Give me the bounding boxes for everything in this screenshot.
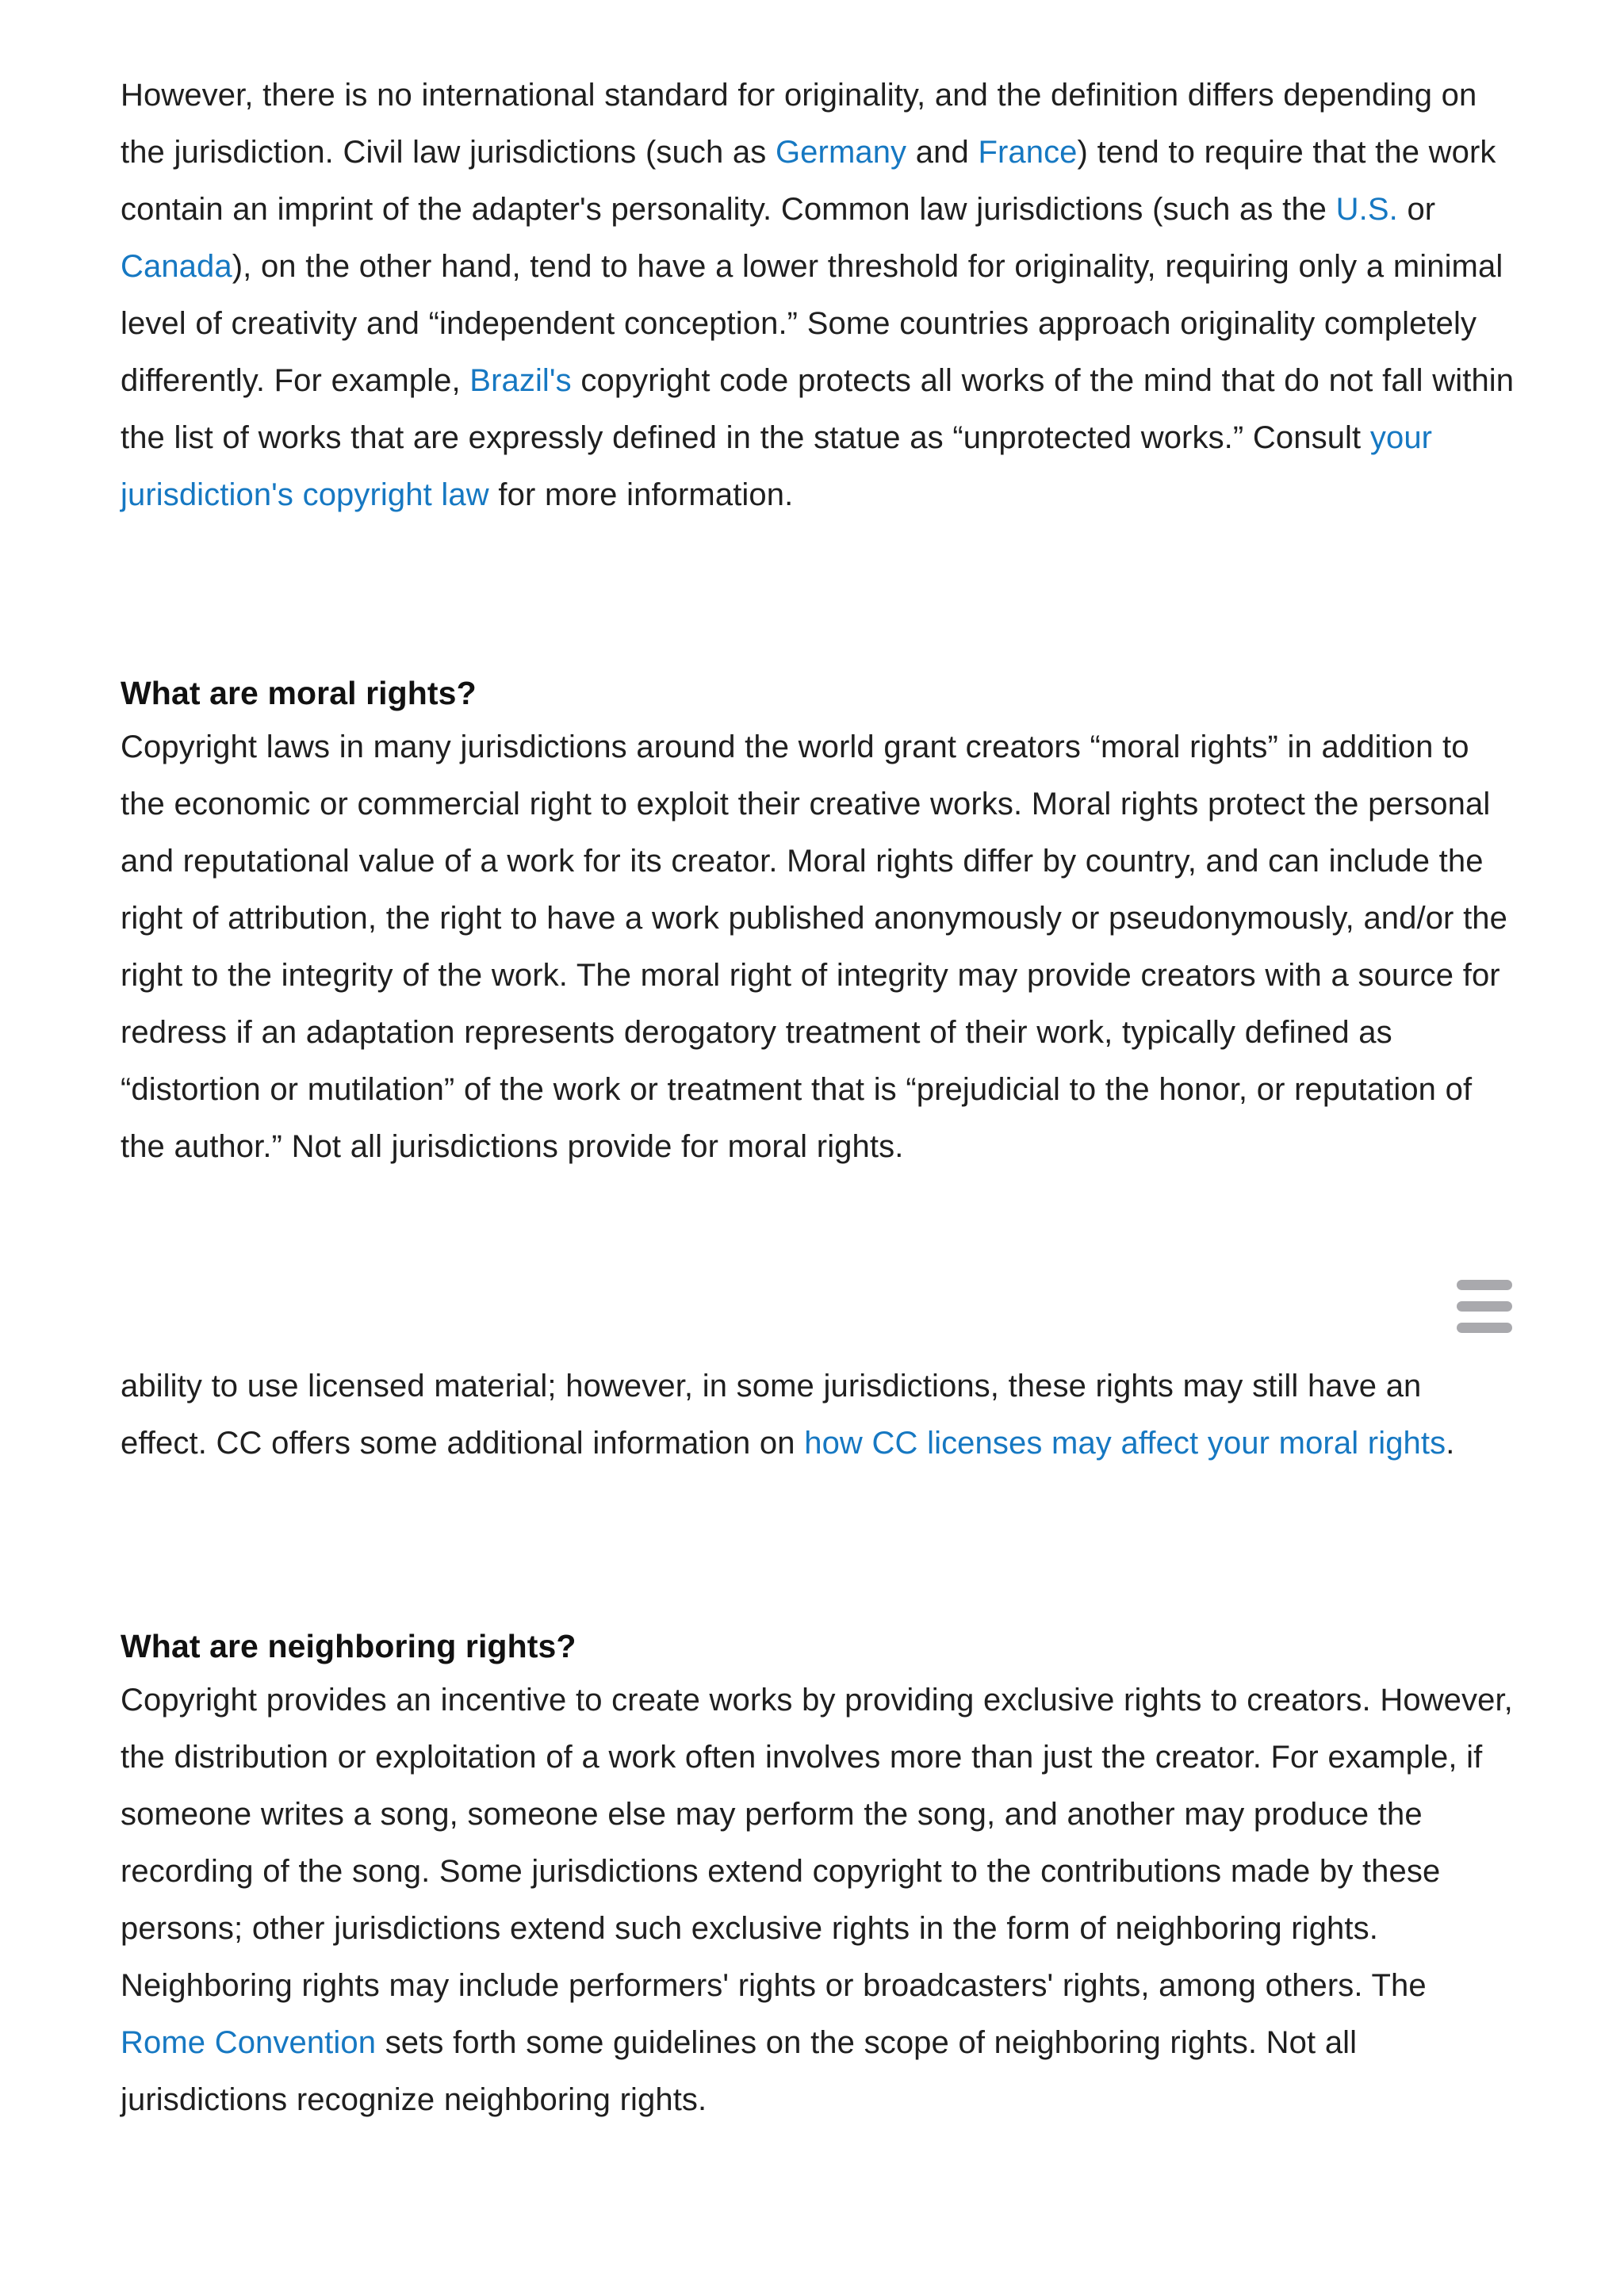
- intro-text-seg5: ), on the other hand, tend to have a lower threshold for originality, requiring only a minimal level of creativity and “independent conception.” Some countries approach originality completely differently. For example,: [121, 249, 1503, 398]
- intro-text-seg6: copyright code protects all works of the mind that do not fall within the list of works that are expressly defined in the statue as “unprotected works.” Consult: [121, 363, 1515, 455]
- neighboring-rights-paragraph-block: [121, 1672, 1516, 2128]
- neighboring-rights-paragraph: [121, 1672, 1516, 2128]
- heading-what-are-neighboring-rights: What are neighboring rights?: [121, 1628, 576, 1664]
- neighbor-text-seg1: Copyright provides an incentive to create works by providing exclusive rights to creators. However, the distribution or exploitation of a work often involves more than just the creator. For example, if someone writes a song, someone else may perform the song, and another may produce the recording of the song. Some jurisdictions extend copyright to the contributions made by these persons; other jurisdictions extend such exclusive rights in the form of neighboring rights. Neighboring rights may include performers' rights or broadcasters' rights, among others. The: [121, 1683, 1513, 2003]
- heading-what-are-moral-rights: What are moral rights?: [121, 675, 477, 711]
- hamburger-bar-middle: [1457, 1301, 1512, 1312]
- continued-text-seg2: .: [1446, 1426, 1455, 1461]
- intro-paragraph: [121, 67, 1516, 523]
- moral-rights-paragraph-block: [121, 718, 1516, 1175]
- moral-rights-paragraph: Copyright laws in many jurisdictions around the world grant creators “moral rights” in addition to the economic or commercial right to exploit their creative works. Moral rights protect the personal and reputational value of a work for its creator. Moral rights differ by country, and can include the right of attribution, the right to have a work published anonymously or pseudonymously, and/or the right to the integrity of the work. The moral right of integrity may provide creators with a source for redress if an adaptation represents derogatory treatment of their work, typically defined as “distortion or mutilation” of the work or treatment that is “prejudicial to the honor, or reputation of the author.” Not all jurisdictions provide for moral rights.: [121, 730, 1507, 1164]
- intro-text-seg7: for more information.: [488, 477, 794, 512]
- hamburger-bar-top: [1457, 1280, 1512, 1290]
- intro-text-seg2: and: [906, 135, 979, 170]
- intro-text-seg1: However, there is no international standard for originality, and the definition differs depending on the jurisdiction. Civil law jurisdictions (such as: [121, 78, 1477, 170]
- hamburger-bar-bottom: [1457, 1323, 1512, 1333]
- intro-text-seg4: or: [1397, 192, 1436, 227]
- link-us[interactable]: U.S.: [1335, 192, 1398, 227]
- link-france[interactable]: France: [978, 135, 1078, 170]
- intro-text-seg3: ) tend to require that the work contain an imprint of the adapter's personality. Common law jurisdictions (such as the: [121, 135, 1496, 227]
- neighbor-text-seg2: sets forth some guidelines on the scope of neighboring rights. Not all jurisdictions recognize neighboring rights.: [121, 2025, 1358, 2117]
- continued-paragraph: [121, 1358, 1516, 1472]
- link-rome-convention[interactable]: Rome Convention: [121, 2025, 377, 2060]
- link-brazil[interactable]: Brazil's: [469, 363, 572, 398]
- continued-paragraph-block: [121, 1358, 1516, 1472]
- link-canada[interactable]: Canada: [121, 249, 232, 284]
- hamburger-menu-icon[interactable]: [1457, 1280, 1512, 1337]
- intro-paragraph-block: [121, 67, 1516, 523]
- link-your-jurisdiction-copyright-law[interactable]: your jurisdiction's copyright law: [121, 420, 1433, 512]
- continued-text-seg1: ability to use licensed material; however, in some jurisdictions, these rights may still have an effect. CC offers some additional information on: [121, 1369, 1422, 1461]
- link-how-cc-licenses-affect-moral-rights[interactable]: how CC licenses may affect your moral rights: [804, 1426, 1446, 1461]
- link-germany[interactable]: Germany: [775, 135, 907, 170]
